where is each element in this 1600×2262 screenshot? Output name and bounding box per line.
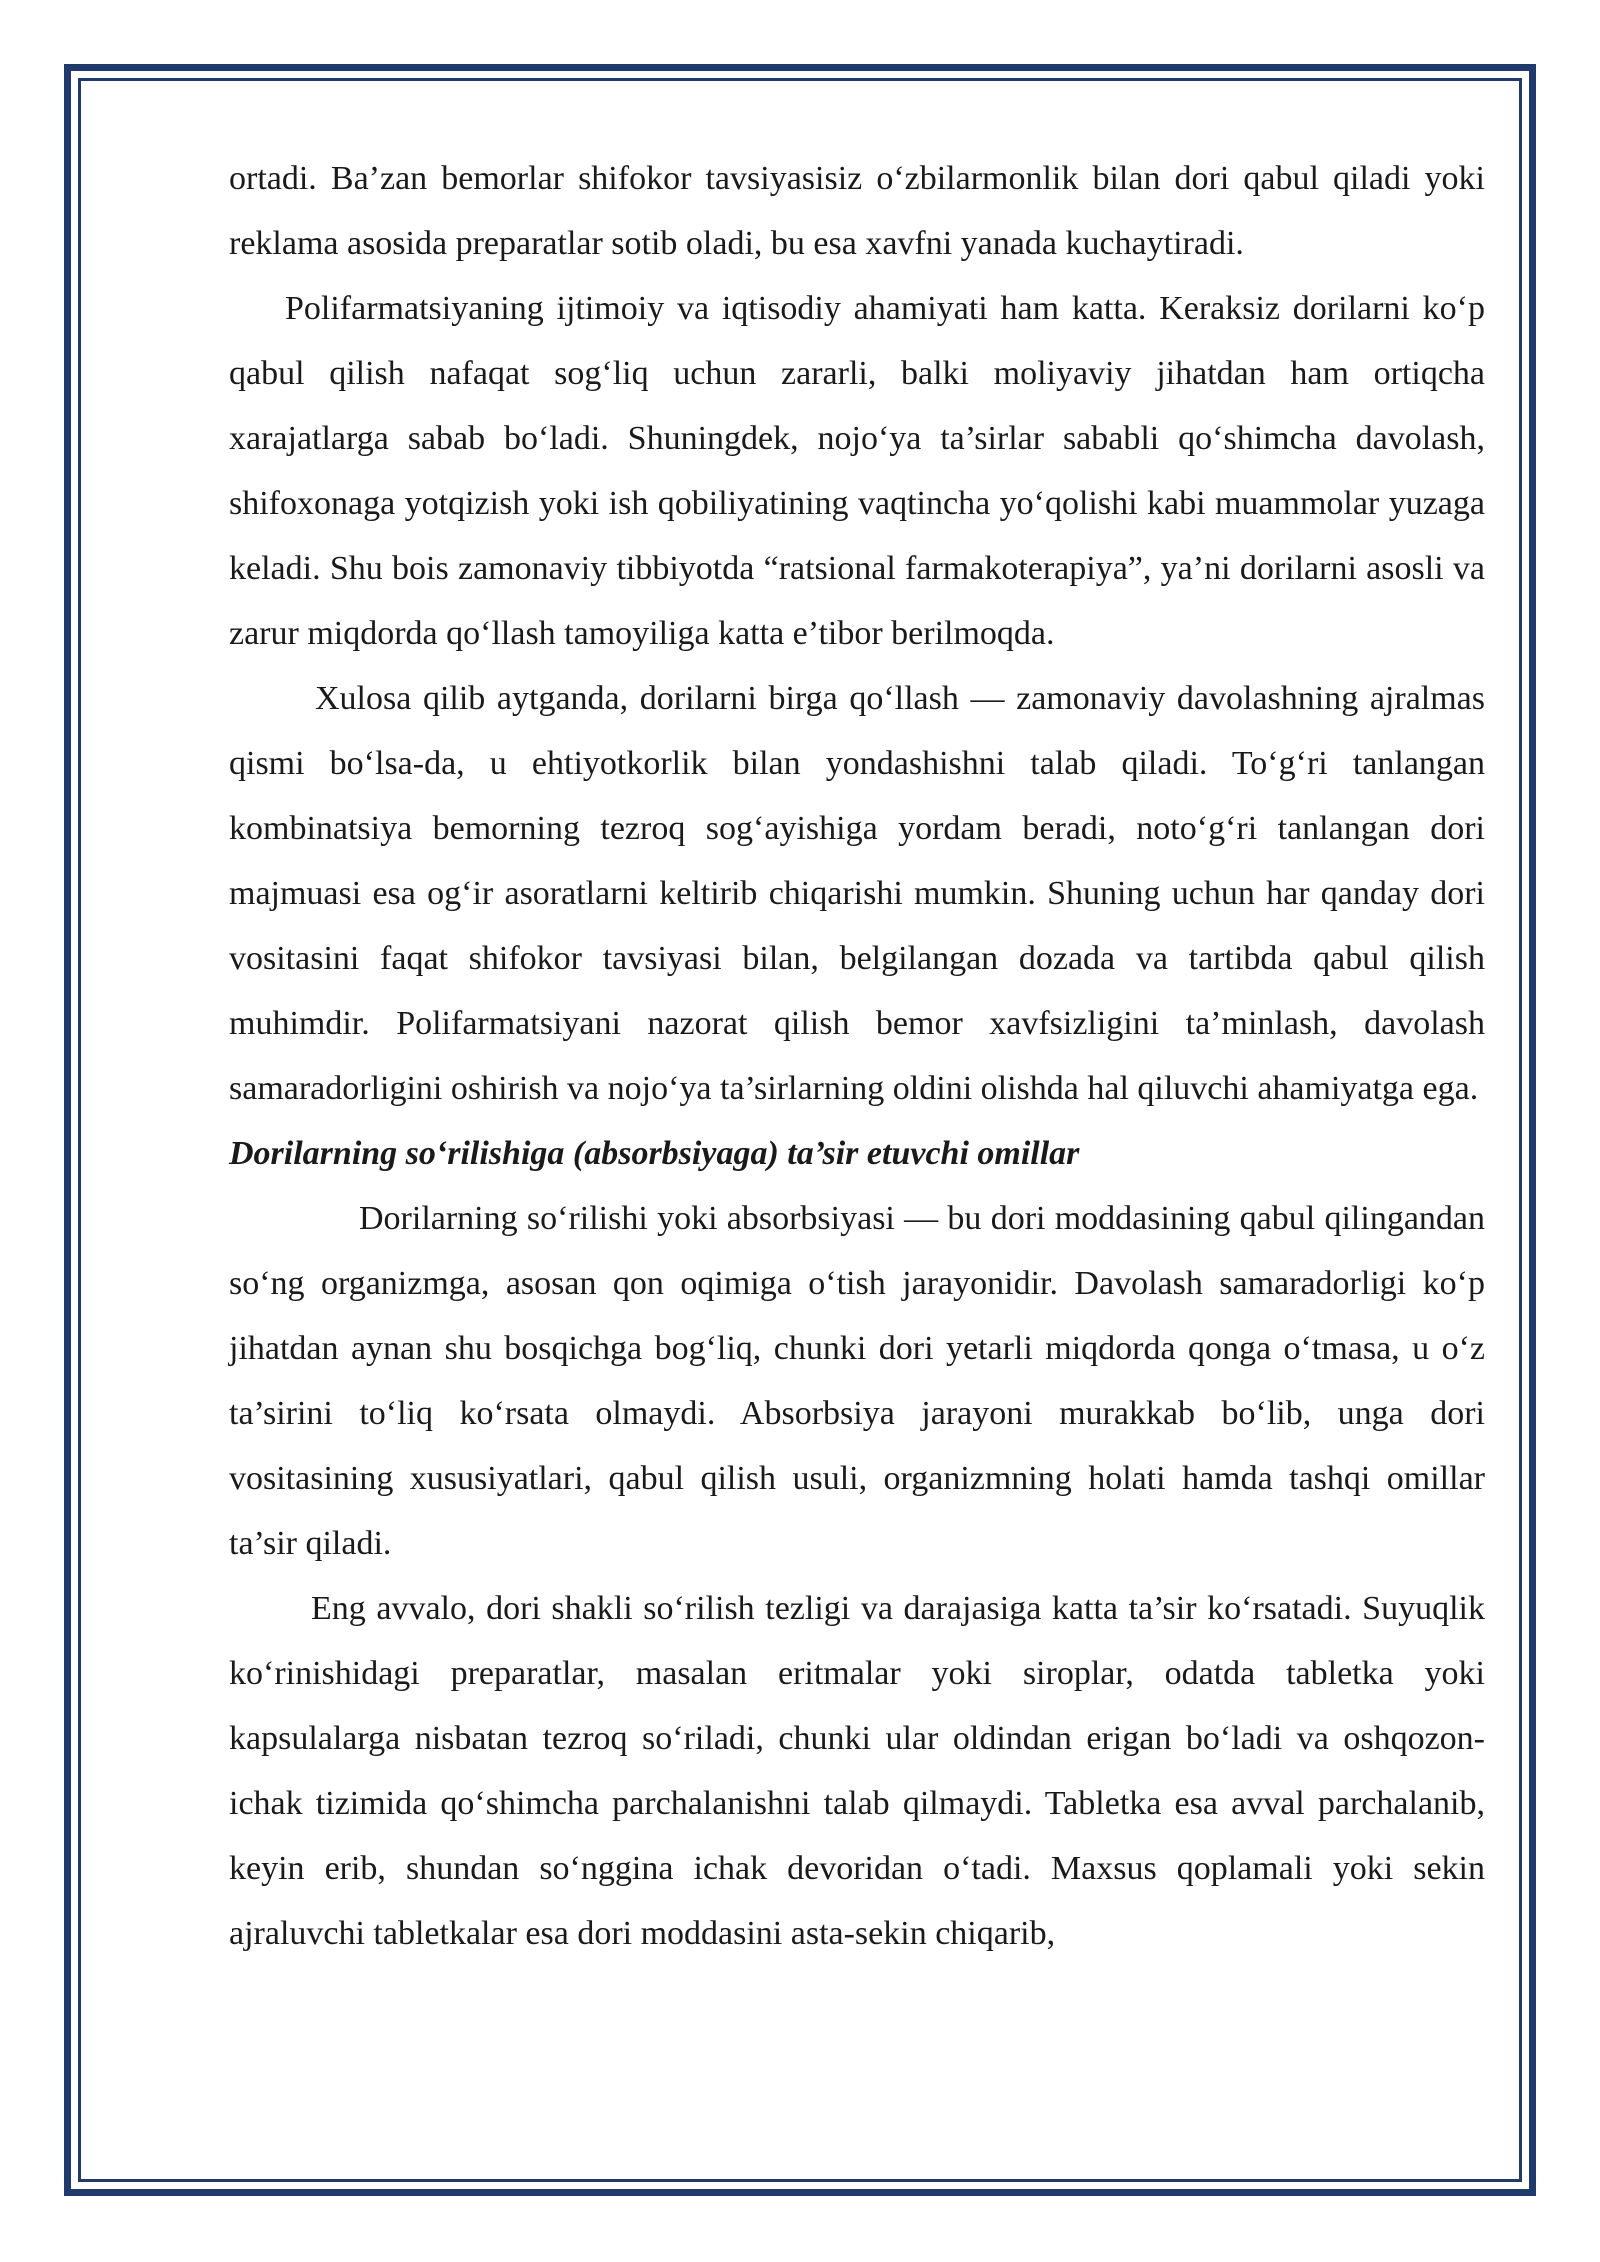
paragraph-polypharmacy-impact: Polifarmatsiyaning ijtimoiy va iqtisodiy ahamiyati ham katta. Keraksiz dorilarni ko‘p qabul qilish nafaqat sog‘liq uchun zararli, balki moliyaviy jihatdan ham ortiqcha xarajatlarga sabab bo‘ladi. Shuningdek, nojo‘ya ta’sirlar sababli qo‘shimcha davolash, shifoxonaga yotqizish yoki ish qobiliyatining vaqtincha yo‘qolishi kabi muammolar yuzaga keladi. Shu bois zamonaviy tibbiyotda “ratsional farmakoterapiya”, ya’ni dorilarni asosli va zarur miqdorda qo‘llash tamoyiliga katta e’tibor berilmoqda. xyxy=(229,290,1485,652)
paragraph-dosage-form: Eng avvalo, dori shakli so‘rilish tezligi va darajasiga katta ta’sir ko‘rsatadi. Suyuqlik ko‘rinishidagi preparatlar, masalan eritmalar yoki siroplar, odatda tabletka yoki kapsulalarga nisbatan tezroq so‘riladi, chunki ular oldindan erigan bo‘ladi va oshqozon-ichak tizimida qo‘shimcha parchalanishni talab qilmaydi. Tabletka esa avval parchalanib, keyin erib, shundan so‘nggina ichak devoridan o‘tadi. Maxsus qoplamali yoki sekin ajraluvchi tabletkalar esa dori moddasini asta-sekin chiqarib, xyxy=(229,1590,1485,1952)
paragraph-continuation: ortadi. Ba’zan bemorlar shifokor tavsiyasisiz o‘zbilarmonlik bilan dori qabul qiladi yoki reklama asosida preparatlar sotib oladi, bu esa xavfni yanada kuchaytiradi. xyxy=(229,160,1485,262)
page-content xyxy=(229,146,1485,1966)
section-heading: Dorilarning so‘rilishiga (absorbsiyaga) ta’sir etuvchi omillar xyxy=(229,1135,1080,1172)
paragraph-conclusion: Xulosa qilib aytganda, dorilarni birga qo‘llash — zamonaviy davolashning ajralmas qismi bo‘lsa-da, u ehtiyotkorlik bilan yondashishni talab qiladi. To‘g‘ri tanlangan kombinatsiya bemorning tezroq sog‘ayishiga yordam beradi, noto‘g‘ri tanlangan dori majmuasi esa og‘ir asoratlarni keltirib chiqarishi mumkin. Shuning uchun har qanday dori vositasini faqat shifokor tavsiyasi bilan, belgilangan dozada va tartibda qabul qilish muhimdir. Polifarmatsiyani nazorat qilish bemor xavfsizligini ta’minlash, davolash samaradorligini oshirish va nojo‘ya ta’sirlarning oldini olishda hal qiluvchi ahamiyatga ega. xyxy=(229,680,1485,1107)
paragraph-absorption-intro: Dorilarning so‘rilishi yoki absorbsiyasi — bu dori moddasining qabul qilingandan so‘ng organizmga, asosan qon oqimiga o‘tish jarayonidir. Davolash samaradorligi ko‘p jihatdan aynan shu bosqichga bog‘liq, chunki dori yetarli miqdorda qonga o‘tmasa, u o‘z ta’sirini to‘liq ko‘rsata olmaydi. Absorbsiya jarayoni murakkab bo‘lib, unga dori vositasining xususiyatlari, qabul qilish usuli, organizmning holati hamda tashqi omillar ta’sir qiladi. xyxy=(229,1200,1485,1562)
